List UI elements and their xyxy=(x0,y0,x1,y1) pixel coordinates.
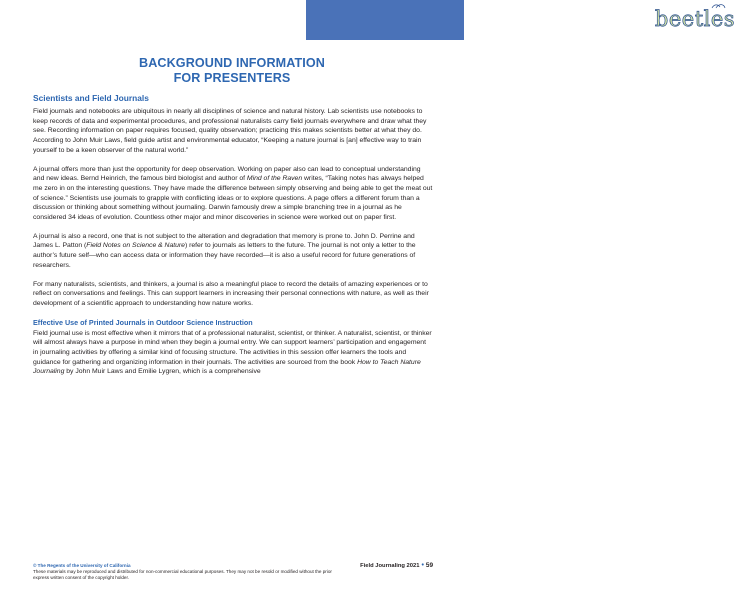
usage-note: These materials may be reproduced and distributed for non-commercial educational purposes. They may not be resold or modified without the prior express written consent of the copyright holder. xyxy=(33,569,332,581)
beetles-logo xyxy=(640,2,750,36)
page-number: 59 xyxy=(425,562,433,569)
main-content xyxy=(33,93,433,377)
section-heading-effective-use: Effective Use of Printed Journals in Outdoor Science Instruction xyxy=(33,317,253,327)
logo-text: beetles xyxy=(654,7,736,31)
page-title-line1: BACKGROUND INFORMATION xyxy=(139,56,325,70)
paragraph: Field journal use is most effective when it mirrors that of a professional naturalist, scientist, or thinker. A naturalist, scientist, or thinker will almost always have a purpose in mind when they begin a journal entry. We can support learners’ participation and engagement in journaling activities by offering a similar kind of focusing structure. The activities in this session offer learners the tools and guidance for gathering and organizing information in their journals. The activities are sourced from the book How to Teach Nature Journaling by John Muir Laws and Emilie Lygren, which is a comprehensive xyxy=(33,329,432,376)
paragraph: A journal offers more than just the opportunity for deep observation. Working on paper also can lead to conceptual understanding and new ideas. Bernd Heinrich, the famous bird biologist and author of Mind of the Raven writes, “Taking notes has always helped me zero in on the interesting questions. They have made the difference between simply observing and being able to get the meat out of science.” Scientists use journals to grapple with conflicting ideas or to explore questions. A page offers a different forum than a discussion or thinking about something without journaling. Darwin famously drew a simple branching tree in a journal as he considered 34 ideas of evolution. Countless other major and minor discoveries in science were worked out on paper first. xyxy=(33,165,433,222)
bullet-separator: • xyxy=(421,562,424,569)
book-title: Field Notes on Science & Nature xyxy=(86,242,185,250)
paragraph: For many naturalists, scientists, and thinkers, a journal is also a meaningful place to record the details of amazing experiences or to reflect on conversations and feelings. This can support learners in increasing their personal connections with nature, as well as their development of a scientific approach to understanding how nature works. xyxy=(33,280,429,307)
header-tab xyxy=(306,0,736,40)
page-title-line2: FOR PRESENTERS xyxy=(173,71,291,85)
footer-legal xyxy=(33,563,333,582)
section-heading-scientists: Scientists and Field Journals xyxy=(33,93,149,103)
page-title xyxy=(60,56,404,86)
book-title: Mind of the Raven xyxy=(246,175,303,183)
copyright: © The Regents of the University of California xyxy=(33,563,131,568)
paragraph: A journal is also a record, one that is not subject to the alteration and degradation that memory is prone to. John D. Perrine and James L. Patton (Field Notes on Science & Nature) refer to journals as letters to the future. The journal is not only a letter to the author’s future self—who can access data or information they have recorded—it is also a useful record for future generations of researchers. xyxy=(33,232,416,269)
footer-page-info xyxy=(333,562,433,570)
paragraph: Field journals and notebooks are ubiquitous in nearly all disciplines of science and natural history. Lab scientists use notebooks to keep records of data and experimental procedures, and professional naturalists carry field journals everywhere and draw what they see. Recording information on paper requires focused, quality observation; practicing this makes scientists better at what they do. According to John Muir Laws, field guide artist and environmental educator, “Keeping a nature journal is [an] effective way to train yourself to be a keen observer of the natural world.” xyxy=(33,108,427,154)
book-title: How to Teach Nature Journaling xyxy=(33,358,421,376)
document-name: Field Journaling 2021 xyxy=(360,563,420,569)
